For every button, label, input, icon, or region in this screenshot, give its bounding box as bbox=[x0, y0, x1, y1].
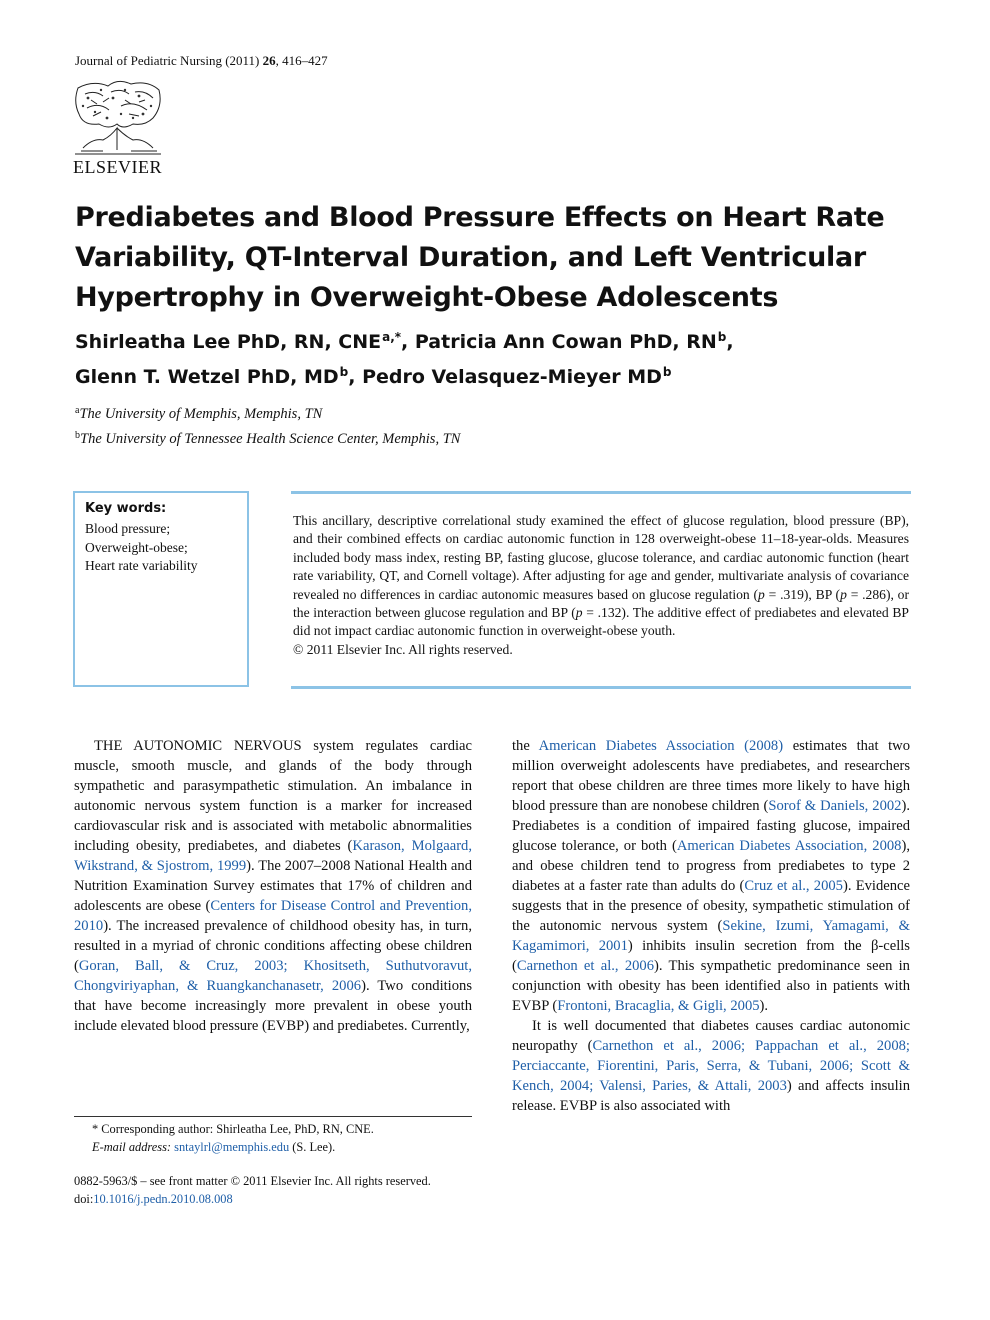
elsevier-logo bbox=[73, 78, 165, 182]
email-link[interactable]: sntaylrl@memphis.edu bbox=[174, 1140, 290, 1154]
footnote-divider bbox=[74, 1116, 472, 1117]
citation-link[interactable]: Goran, Ball, & Cruz, 2003; Khositseth, Suthutvoravut, Chongviriyaphan, & Ruangkanchanasetr, 2006 bbox=[74, 958, 472, 994]
affiliation: $^a$The University of Memphis, Memphis, TN bbox=[75, 405, 323, 422]
citation-link[interactable]: Carnethon et al., 2006; Pappachan et al., 2008; Perciaccante, Fiorentini, Paris, Serra, & Tubani, 2006; Scott & Kench, 2004; Valensi, Paries, & Attali, 2003 bbox=[512, 1038, 910, 1094]
email-line: E-mail address: sntaylrl@memphis.edu (S. Lee). bbox=[92, 1140, 336, 1154]
footnote bbox=[74, 1120, 472, 1156]
abstract-text: This ancillary, descriptive correlational study examined the effect of glucose regulation, blood pressure (BP), and their combined effects on cardiac autonomic function in 128 overweight-obese 11–18-year-olds. Measures included body mass index, resting BP, fasting glucose, glucose tolerance, and cardiac autonomic function (heart rate variability, QT, and Cornell voltage). After adjusting for age and gender, multivariate analysis of covariance revealed no differences in cardiac autonomic measures based on glucose regulation (p = .319), BP (p = .286), or the interaction between glucose regulation and BP (p = .132). The additive effect of prediabetes and elevated BP did not impact cardiac autonomic function in overweight-obese youth. bbox=[293, 513, 909, 639]
citation-link[interactable]: Frontoni, Bracaglia, & Gigli, 2005 bbox=[557, 998, 760, 1014]
citation-link[interactable]: Karason, Molgaard, Wikstrand, & Sjostrom, 1999 bbox=[74, 838, 472, 874]
body-column-right bbox=[512, 736, 910, 1116]
keyword: Heart rate variability bbox=[85, 558, 198, 573]
paragraph: It is well documented that diabetes causes cardiac autonomic neuropathy (Carnethon et al., 2006; Pappachan et al., 2008; Perciaccante, Fiorentini, Paris, Serra, & Tubani, 2006; Scott & Kench, 2004; Valensi, Paries, & Attali, 2003) and affects insulin release. EVBP is also associated with bbox=[512, 1018, 910, 1114]
doi-link[interactable]: 10.1016/j.pedn.2010.08.008 bbox=[93, 1192, 233, 1206]
paragraph: the American Diabetes Association (2008) estimates that two million overweight adolescents have prediabetes, and researchers report that obese children are three times more likely to have high blood pressure than are nonobese children (Sorof & Daniels, 2002). Prediabetes is a condition of impaired fasting glucose, impaired glucose tolerance, or both (American Diabetes Association, 2008), and obese children tend to progress from prediabetes to type 2 diabetes at a faster rate than adults do (Cruz et al., 2005). Evidence suggests that in the presence of obesity, sympathetic stimulation of the autonomic nervous system (Sekine, Izumi, Yamagami, & Kagamimori, 2001) inhibits insulin secretion from the β-cells (Carnethon et al., 2006). This sympathetic predominance seen in conjunction with obesity has been identified also in patients with EVBP (Frontoni, Bracaglia, & Gigli, 2005). bbox=[512, 738, 911, 1014]
affiliation: $^b$The University of Tennessee Health Science Center, Memphis, TN bbox=[75, 430, 461, 447]
author-name: Patricia Ann Cowan PhD, RN bbox=[414, 331, 717, 353]
front-matter bbox=[74, 1172, 494, 1208]
author-name: Shirleatha Lee PhD, RN, CNE bbox=[75, 331, 382, 353]
keywords-title: Key words: bbox=[85, 501, 167, 516]
corresponding-author: * Corresponding author: Shirleatha Lee, PhD, RN, CNE. bbox=[92, 1122, 374, 1136]
author-list: Shirleatha Lee PhD, RN, $CNE^{a,*}$, Patricia Ann Cowan PhD, $RN^b$, Glenn T. Wetzel PhD, $MD^b$, Pedro Velasquez-Mieyer $MD^b$ bbox=[75, 330, 734, 388]
author-name: Glenn T. Wetzel PhD, MD bbox=[75, 366, 339, 388]
keywords-box bbox=[73, 491, 249, 687]
abstract-copyright: © 2011 Elsevier Inc. All rights reserved. bbox=[293, 641, 513, 657]
abstract bbox=[291, 491, 911, 689]
author-name: Pedro Velasquez-Mieyer MD bbox=[362, 366, 662, 388]
issn-line: 0882-5963/$ – see front matter © 2011 Elsevier Inc. All rights reserved. bbox=[74, 1174, 431, 1188]
paragraph: THE AUTONOMIC NERVOUS system regulates cardiac muscle, smooth muscle, and glands of the body through sympathetic and parasympathetic stimulation. An imbalance in autonomic nervous system function is a marker for increased cardiovascular risk and is associated with metabolic abnormalities including obesity, prediabetes, and diabetes (Karason, Molgaard, Wikstrand, & Sjostrom, 1999). The 2007–2008 National Health and Nutrition Examination Survey estimates that 17% of children and adolescents are obese (Centers for Disease Control and Prevention, 2010). The increased prevalence of childhood obesity has, in turn, resulted in a myriad of chronic conditions affecting obese children (Goran, Ball, & Cruz, 2003; Khositseth, Suthutvoravut, Chongviriyaphan, & Ruangkanchanasetr, 2006). Two conditions that have become increasingly more prevalent in obese youth include elevated blood pressure (EVBP) and prediabetes. Currently, bbox=[74, 738, 473, 1034]
body-column-left bbox=[74, 736, 472, 1036]
publisher-name: ELSEVIER bbox=[73, 157, 162, 177]
keyword: Overweight-obese; bbox=[85, 539, 188, 555]
journal-citation: Journal of Pediatric Nursing (2011) 26, 416–427 bbox=[75, 53, 328, 68]
citation-link[interactable]: Sorof & Daniels, 2002 bbox=[768, 798, 902, 814]
affiliations bbox=[75, 400, 460, 450]
citation-link[interactable]: Carnethon et al., 2006 bbox=[516, 958, 655, 974]
citation-link[interactable]: Centers for Disease Control and Prevention, 2010 bbox=[74, 898, 473, 934]
citation-link[interactable]: Cruz et al., 2005 bbox=[744, 878, 843, 894]
elsevier-tree-icon bbox=[73, 78, 163, 158]
citation-link[interactable]: Sekine, Izumi, Yamagami, & Kagamimori, 2001 bbox=[512, 918, 910, 954]
citation-link[interactable]: American Diabetes Association, 2008 bbox=[676, 838, 902, 854]
keyword: Blood pressure; bbox=[85, 521, 171, 536]
doi-line: doi:10.1016/j.pedn.2010.08.008 bbox=[74, 1192, 233, 1206]
citation-link[interactable]: American Diabetes Association (2008) bbox=[538, 738, 784, 754]
article-title: Prediabetes and Blood Pressure Effects on Heart Rate Variability, QT-Interval Duration, and Left Ventricular Hypertrophy in Overweight-Obese Adolescents bbox=[75, 202, 885, 313]
